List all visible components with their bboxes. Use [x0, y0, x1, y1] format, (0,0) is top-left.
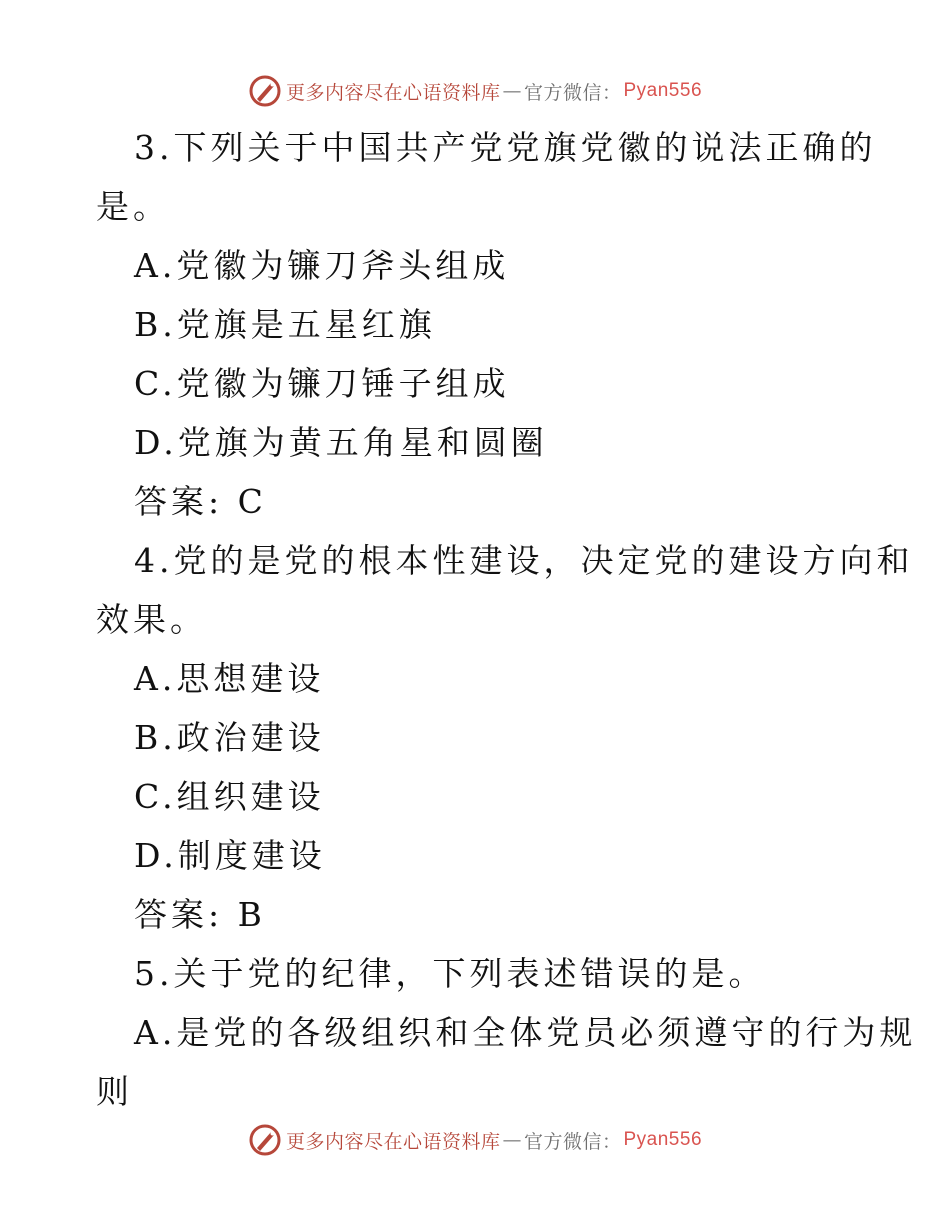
question-3-option-c: C.党徽为镰刀锤子组成: [134, 364, 510, 403]
pen-logo-icon: [248, 1123, 282, 1157]
watermark-separator: —: [502, 80, 522, 102]
question-4-option-d: D.制度建设: [134, 836, 326, 875]
question-4-continuation: 效果。: [96, 600, 207, 639]
question-3-continuation: 是。: [96, 187, 170, 226]
watermark-brand: 更多内容尽在心语资料库: [285, 81, 501, 104]
question-4-option-c: C.组织建设: [134, 777, 325, 816]
watermark-wechat-label: 官方微信：: [523, 81, 622, 104]
pen-logo-icon: [248, 74, 282, 108]
question-4-answer: 答案: B: [134, 895, 266, 934]
question-5: 5.关于党的纪律，下列表述错误的是。: [134, 954, 766, 993]
question-5-option-a: A.是党的各级组织和全体党员必须遵守的行为规: [134, 1013, 917, 1052]
question-3-option-a: A.党徽为镰刀斧头组成: [134, 246, 510, 285]
footer-watermark: [0, 1120, 950, 1160]
question-3-option-b: B.党旗是五星红旗: [134, 305, 436, 344]
watermark-brand: 更多内容尽在心语资料库: [285, 1130, 501, 1153]
watermark-wechat-label: 官方微信：: [523, 1130, 622, 1153]
question-3: 3.下列关于中国共产党党旗党徽的说法正确的: [134, 128, 877, 167]
question-4: 4.党的是党的根本性建设，决定党的建设方向和: [134, 541, 914, 580]
watermark-wechat-id: Pyan556: [623, 1129, 703, 1150]
header-watermark: [0, 71, 950, 111]
question-4-option-a: A.思想建设: [134, 659, 325, 698]
watermark-wechat-id: Pyan556: [623, 80, 703, 101]
question-3-answer: 答案: C: [134, 482, 267, 521]
question-4-option-b: B.政治建设: [134, 718, 325, 757]
document-body: [96, 118, 917, 1121]
question-5-option-a-continuation: 则: [96, 1072, 133, 1111]
watermark-separator: —: [502, 1129, 522, 1151]
question-3-option-d: D.党旗为黄五角星和圆圈: [134, 423, 548, 462]
